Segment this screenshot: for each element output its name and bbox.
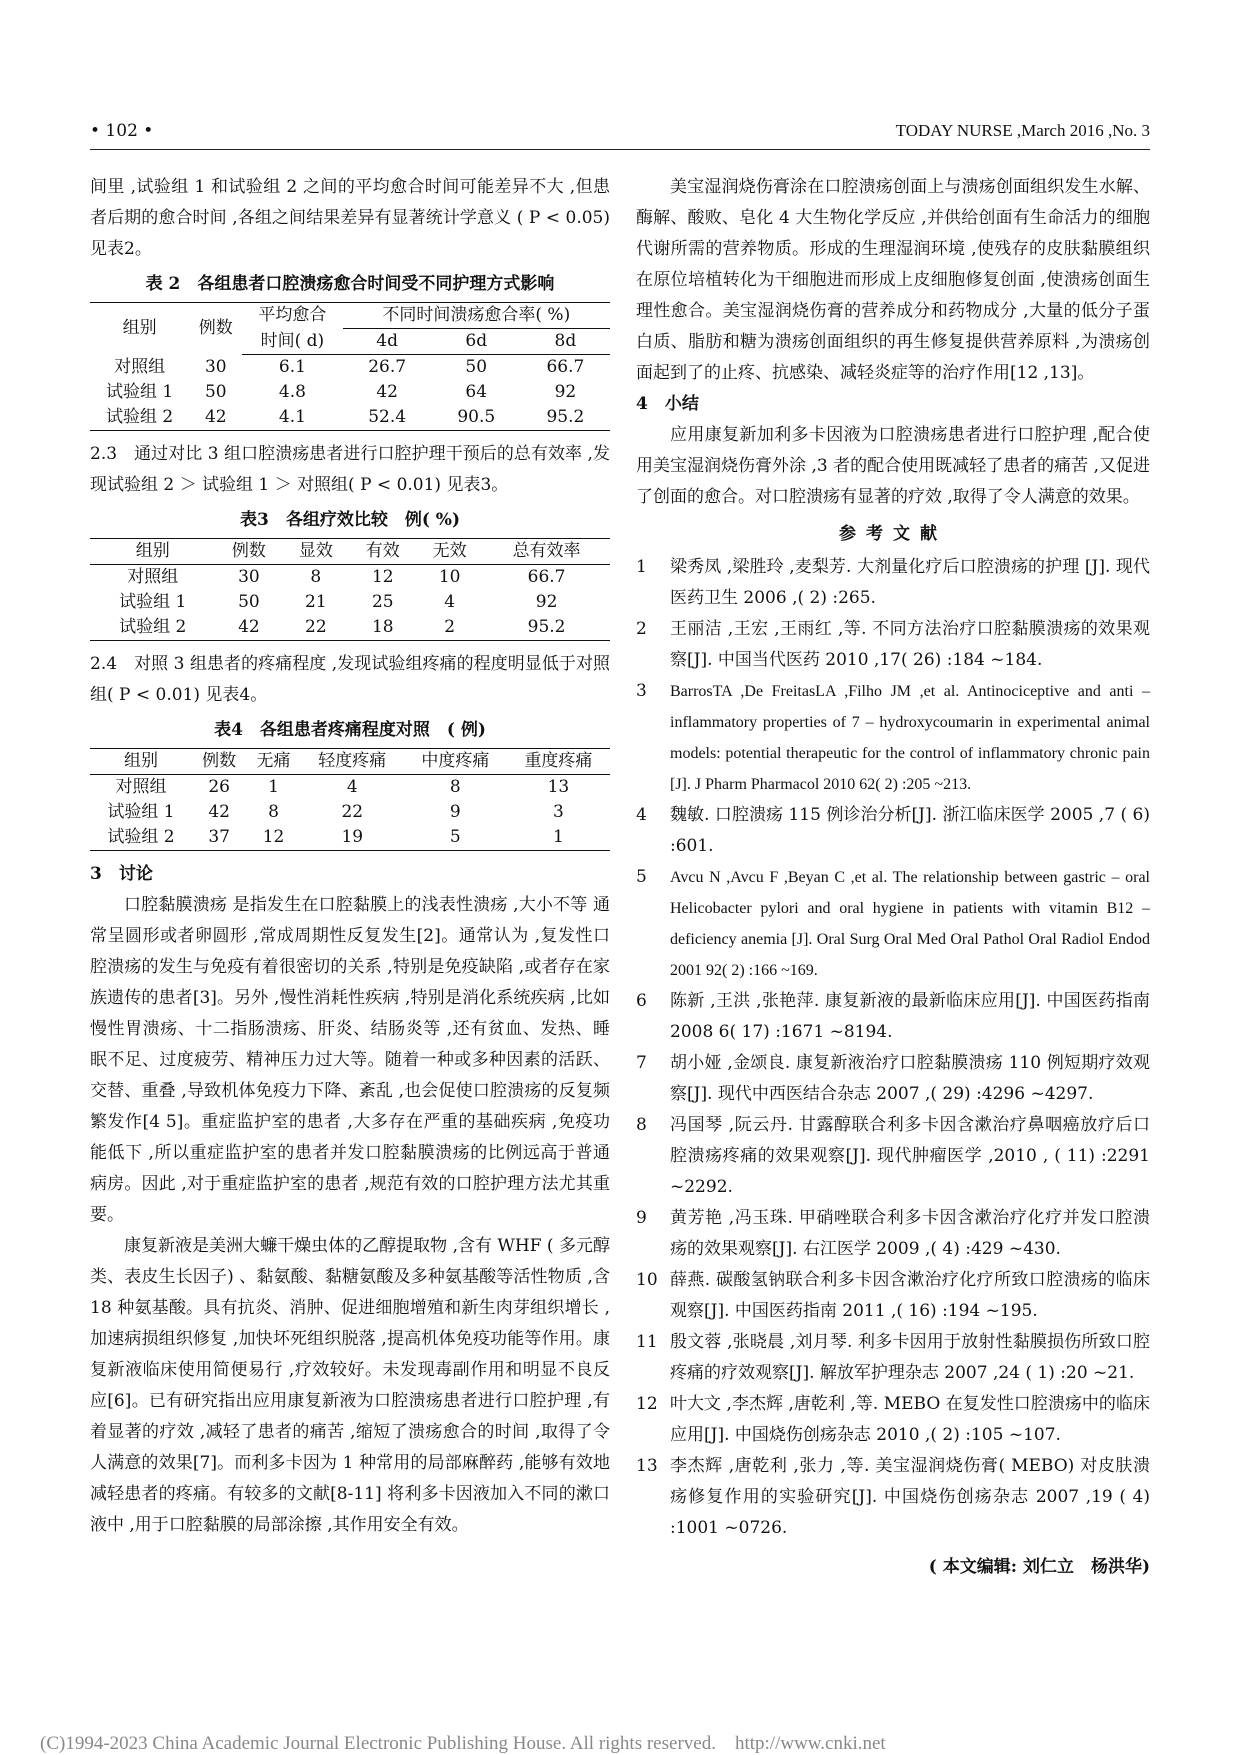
cell: 13 bbox=[547, 777, 570, 797]
cell: 90.5 bbox=[457, 407, 496, 427]
references-title: 参考文献 bbox=[839, 524, 947, 544]
cell: 4 bbox=[444, 592, 456, 612]
cell: 92 bbox=[554, 382, 577, 402]
reference-item bbox=[636, 800, 1150, 862]
table-row bbox=[90, 405, 610, 431]
cell: 3 bbox=[553, 802, 564, 822]
t2-h-day: 6d bbox=[432, 329, 521, 355]
reference-number: 11 bbox=[636, 1332, 658, 1352]
heading-summary: 4 小结 bbox=[636, 394, 699, 414]
reference-item bbox=[636, 862, 1150, 986]
cell: 22 bbox=[341, 802, 364, 822]
cell: 22 bbox=[305, 617, 327, 637]
table-row bbox=[90, 355, 610, 381]
table4-caption: 表4 各组患者疼痛程度对照 ( 例) bbox=[214, 720, 486, 740]
cell: 12 bbox=[371, 567, 394, 587]
t2-h-day: 4d bbox=[343, 329, 432, 355]
cell: 50 bbox=[204, 382, 227, 402]
header-cell: 中度疼痛 bbox=[404, 749, 507, 775]
header-cell: 组别 bbox=[90, 539, 215, 565]
reference-number: 10 bbox=[636, 1270, 658, 1290]
reference-text: 叶大文 ,李杰辉 ,唐乾利 ,等. MEBO 在复发性口腔溃疡中的临床应用[J]. 中国烧伤创疡杂志 2010 ,( 2) :105 ~107. bbox=[670, 1394, 1150, 1445]
cell: 95.2 bbox=[527, 617, 566, 637]
cell: 试验组 2 bbox=[107, 827, 175, 847]
table3 bbox=[90, 538, 610, 641]
cell: 64 bbox=[465, 382, 488, 402]
section-2-3: 2.3 通过对比 3 组口腔溃疡患者进行口腔护理干预后的总有效率 ,发现试验组 2 ＞ 试验组 1 ＞ 对照组( P < 0.01) 见表3。 bbox=[90, 444, 610, 495]
cell: 10 bbox=[438, 567, 461, 587]
cell: 50 bbox=[465, 357, 488, 377]
cell: 对照组 bbox=[115, 777, 167, 797]
cell: 21 bbox=[305, 592, 327, 612]
cell: 1 bbox=[268, 777, 279, 797]
reference-item bbox=[636, 1327, 1150, 1389]
t2-h-n: 例数 bbox=[198, 318, 233, 339]
cell: 42 bbox=[204, 407, 227, 427]
cell: 8 bbox=[310, 567, 322, 587]
reference-number: 4 bbox=[636, 805, 647, 825]
reference-item bbox=[636, 986, 1150, 1048]
header-cell: 例数 bbox=[192, 749, 246, 775]
intro-paragraph: 间里 ,试验组 1 和试验组 2 之间的平均愈合时间可能差异不大 ,但患者后期的愈合时间 ,各组之间结果差异有显著统计学意义 ( P < 0.05) 见表2。 bbox=[90, 177, 610, 259]
reference-text: 胡小娅 ,金颂良. 康复新液治疗口腔黏膜溃疡 110 例短期疗效观察[J]. 现代中西医结合杂志 2007 ,( 29) :4296 ~4297. bbox=[670, 1053, 1150, 1104]
editor-note: ( 本文编辑: 刘仁立 杨洪华) bbox=[928, 1557, 1150, 1577]
reference-number: 1 bbox=[636, 557, 647, 577]
header-cell: 轻度疼痛 bbox=[301, 749, 404, 775]
page-number: • 102 • bbox=[90, 121, 154, 141]
header-cell: 显效 bbox=[282, 539, 349, 565]
reference-number: 2 bbox=[636, 619, 647, 639]
table-row bbox=[90, 615, 610, 641]
left-column bbox=[90, 172, 610, 1541]
reference-item bbox=[636, 1048, 1150, 1110]
cell: 30 bbox=[238, 567, 260, 587]
reference-text: 李杰辉 ,唐乾利 ,张力 ,等. 美宝湿润烧伤膏( MEBO) 对皮肤溃疡修复作用的实验研究[J]. 中国烧伤创疡杂志 2007 ,19 ( 4) :1001 ~0726. bbox=[670, 1456, 1150, 1538]
cell: 30 bbox=[204, 356, 227, 377]
copyright-footer: (C)1994-2023 China Academic Journal Electronic Publishing House. All rights reserved. http://www.cnki.net bbox=[40, 1733, 886, 1754]
reference-text: 魏敏. 口腔溃疡 115 例诊治分析[J]. 浙江临床医学 2005 ,7 ( 6) :601. bbox=[670, 805, 1150, 856]
cell: 52.4 bbox=[368, 407, 407, 427]
reference-text: 薛燕. 碳酸氢钠联合利多卡因含漱治疗化疗所致口腔溃疡的临床观察[J]. 中国医药指南 2011 ,( 16) :194 ~195. bbox=[670, 1270, 1150, 1321]
table-row bbox=[90, 825, 610, 851]
cell: 9 bbox=[449, 802, 461, 822]
cell: 试验组 1 bbox=[119, 592, 187, 612]
cell: 试验组 1 bbox=[106, 382, 174, 402]
header-cell: 总有效率 bbox=[483, 539, 610, 565]
cell: 26 bbox=[208, 777, 230, 797]
reference-item bbox=[636, 1389, 1150, 1451]
header-cell: 有效 bbox=[349, 539, 416, 565]
cell: 19 bbox=[341, 827, 364, 847]
reference-item bbox=[636, 552, 1150, 614]
cell: 25 bbox=[371, 592, 394, 612]
discussion-paragraph-2: 康复新液是美洲大蠊干燥虫体的乙醇提取物 ,含有 WHF ( 多元醇类、表皮生长因子) 、黏氨酸、黏糖氨酸及多种氨基酸等活性物质 ,含 18 种氨基酸。具有抗炎、消肿、促进细胞增殖和新生肉芽组织增长 ,加速病损组织修复 ,加快坏死组织脱落 ,提高机体免疫功能等作用。康复新液临床使用简便易行 ,疗效较好。未发现毒副作用和明显不良反应[6]。已有研究指出应用康复新液为口腔溃疡患者进行口腔护理 ,有着显著的疗效 ,减轻了患者的痛苦 ,缩短了溃疡愈合的时间 ,取得了令人满意的效果[7]。而利多卡因为 1 种常用的局部麻醉药 ,能够有效地减轻患者的疼痛。有较多的文献[8-11] 将利多卡因液加入不同的漱口液中 ,用于口腔黏膜的局部涂擦 ,其作用安全有效。 bbox=[90, 1236, 610, 1535]
t2-h-mean2: 时间( d) bbox=[242, 329, 342, 355]
reference-number: 12 bbox=[636, 1394, 658, 1414]
discussion-paragraph-1: 口腔黏膜溃疡 是指发生在口腔黏膜上的浅表性溃疡 ,大小不等 通常呈圆形或者卵圆形 ,常成周期性反复发生[2]。通常认为 ,复发性口腔溃疡的发生与免疫有着很密切的关系 ,特别是免疫缺陷 ,或者存在家族遗传的患者[3]。另外 ,慢性消耗性疾病 ,特别是消化系统疾病 ,比如慢性胃溃疡、十二指肠溃疡、肝炎、结肠炎等 ,还有贫血、发热、睡眠不足、过度疲劳、精神压力过大等。随着一种或多种因素的活跃、交替、重叠 ,导致机体免疫力下降、紊乱 ,也会促使口腔溃疡的反复频繁发作[4 5]。重症监护室的患者 ,大多存在严重的基础疾病 ,免疫功能低下 ,所以重症监护室的患者并发口腔黏膜溃疡的比例远高于普通病房。因此 ,对于重症监护室的患者 ,规范有效的口腔护理方法尤其重要。 bbox=[90, 895, 610, 1225]
reference-number: 3 bbox=[636, 681, 647, 701]
cell: 1 bbox=[553, 827, 564, 847]
reference-text: 王丽洁 ,王宏 ,王雨红 ,等. 不同方法治疗口腔黏膜溃疡的效果观察[J]. 中国当代医药 2010 ,17( 26) :184 ~184. bbox=[670, 619, 1150, 670]
table3-caption: 表3 各组疗效比较 例( %) bbox=[240, 510, 460, 530]
cell: 12 bbox=[262, 827, 285, 847]
cell: 2 bbox=[444, 617, 456, 637]
header-cell: 组别 bbox=[90, 749, 192, 775]
header-cell: 无痛 bbox=[246, 749, 300, 775]
t2-h-day: 8d bbox=[521, 329, 610, 355]
cell: 42 bbox=[376, 382, 398, 402]
table-row bbox=[90, 590, 610, 615]
reference-text: 殷文蓉 ,张晓晨 ,刘月琴. 利多卡因用于放射性黏膜损伤所致口腔疼痛的疗效观察[J]. 解放军护理杂志 2007 ,24 ( 1) :20 ~21. bbox=[670, 1332, 1150, 1383]
reference-text: 陈新 ,王洪 ,张艳萍. 康复新液的最新临床应用[J]. 中国医药指南 2008 6( 17) :1671 ~8194. bbox=[670, 991, 1150, 1042]
t2-h-mean: 平均愈合 bbox=[258, 305, 327, 326]
reference-item bbox=[636, 1265, 1150, 1327]
reference-number: 5 bbox=[636, 867, 647, 887]
cell: 试验组 1 bbox=[107, 802, 175, 822]
cell: 66.7 bbox=[546, 357, 585, 377]
reference-list bbox=[636, 552, 1150, 1544]
cell: 8 bbox=[268, 802, 279, 822]
cell: 50 bbox=[238, 592, 260, 612]
cell: 5 bbox=[449, 827, 461, 847]
cell: 4.8 bbox=[278, 382, 306, 402]
cell: 6.1 bbox=[278, 357, 306, 377]
cell: 95.2 bbox=[546, 407, 585, 427]
section-2-4: 2.4 对照 3 组患者的疼痛程度 ,发现试验组疼痛的程度明显低于对照组( P < 0.01) 见表4。 bbox=[90, 654, 610, 705]
right-column bbox=[636, 172, 1150, 1583]
cell: 对照组 bbox=[127, 567, 179, 587]
reference-number: 8 bbox=[636, 1115, 647, 1135]
cell: 37 bbox=[208, 827, 230, 847]
reference-number: 13 bbox=[636, 1456, 658, 1476]
table-row bbox=[90, 775, 610, 801]
reference-text: 黄芳艳 ,冯玉珠. 甲硝唑联合利多卡因含漱治疗化疗并发口腔溃疡的效果观察[J]. 右江医学 2009 ,( 4) :429 ~430. bbox=[670, 1208, 1150, 1259]
cell: 42 bbox=[238, 617, 260, 637]
header-cell: 重度疼痛 bbox=[507, 749, 610, 775]
summary-paragraph: 应用康复新加利多卡因液为口腔溃疡患者进行口腔护理 ,配合使用美宝湿润烧伤膏外涂 ,3 者的配合使用既减轻了患者的痛苦 ,又促进了创面的愈合。对口腔溃疡有显著的疗效 ,取得了令人满意的效果。 bbox=[636, 425, 1150, 507]
cell: 对照组 bbox=[114, 356, 166, 377]
cell: 试验组 2 bbox=[106, 407, 174, 427]
cell: 42 bbox=[208, 802, 230, 822]
reference-text: 梁秀凤 ,梁胜玲 ,麦梨芳. 大剂量化疗后口腔溃疡的护理 [J]. 现代医药卫生 2006 ,( 2) :265. bbox=[670, 557, 1150, 608]
mebo-paragraph: 美宝湿润烧伤膏涂在口腔溃疡创面上与溃疡创面组织发生水解、酶解、酸败、皂化 4 大生物化学反应 ,并供给创面有生命活力的细胞代谢所需的营养物质。形成的生理湿润环境 ,使残存的皮肤黏膜组织在原位培植转化为干细胞进而形成上皮细胞修复创面 ,使溃疡创面生理性愈合。美宝湿润烧伤膏的营养成分和药物成分 ,大量的低分子蛋白质、脂肪和糖为溃疡创面组织的再生修复提供营养原料 ,为溃疡创面起到了的止疼、抗感染、减轻炎症等的治疗作用[12 ,13]。 bbox=[636, 177, 1150, 383]
t2-h-group: 组别 bbox=[122, 318, 157, 339]
cell: 4.1 bbox=[278, 407, 306, 427]
page-header bbox=[90, 115, 1150, 150]
reference-item bbox=[636, 614, 1150, 676]
cell: 92 bbox=[535, 592, 558, 612]
cell: 66.7 bbox=[527, 567, 566, 587]
table2-caption: 表 2 各组患者口腔溃疡愈合时间受不同护理方式影响 bbox=[145, 274, 555, 294]
table4 bbox=[90, 748, 610, 851]
heading-discussion: 3 讨论 bbox=[90, 864, 153, 884]
reference-number: 6 bbox=[636, 991, 647, 1011]
reference-item bbox=[636, 1451, 1150, 1544]
cell: 26.7 bbox=[368, 357, 407, 377]
reference-text: BarrosTA ,De FreitasLA ,Filho JM ,et al. Antinociceptive and anti – inflammatory properties of 7 – hydroxycoumarin in experimental animal models: potential therapeutic for the control of inflammatory chronic pain [J]. J Pharm Pharmacol 2010 62( 2) :205 ~213. bbox=[670, 683, 1150, 793]
reference-item bbox=[636, 676, 1150, 800]
header-cell: 例数 bbox=[215, 539, 282, 565]
table-row bbox=[90, 380, 610, 405]
reference-number: 7 bbox=[636, 1053, 647, 1073]
table2 bbox=[90, 302, 610, 431]
table-row bbox=[90, 800, 610, 825]
reference-text: Avcu N ,Avcu F ,Beyan C ,et al. The relationship between gastric – oral Helicobacter pylori and oral hygiene in patients with vitamin B12 – deficiency anemia [J]. Oral Surg Oral Med Oral Pathol Oral Radiol Endod 2001 92( 2) :166 ~169. bbox=[670, 869, 1150, 979]
cell: 试验组 2 bbox=[119, 617, 187, 637]
cell: 8 bbox=[449, 777, 461, 797]
cell: 4 bbox=[346, 777, 358, 797]
reference-item bbox=[636, 1203, 1150, 1265]
reference-text: 冯国琴 ,阮云丹. 甘露醇联合利多卡因含漱治疗鼻咽癌放疗后口腔溃疡疼痛的效果观察[J]. 现代肿瘤医学 ,2010 , ( 11) :2291 ~2292. bbox=[670, 1115, 1150, 1197]
journal-name: TODAY NURSE ,March 2016 ,No. 3 bbox=[895, 121, 1150, 140]
reference-item bbox=[636, 1110, 1150, 1203]
t2-h-rate: 不同时间溃疡愈合率( %) bbox=[343, 303, 610, 329]
table-row bbox=[90, 565, 610, 591]
reference-number: 9 bbox=[636, 1208, 647, 1228]
cell: 18 bbox=[371, 617, 394, 637]
header-cell: 无效 bbox=[416, 539, 483, 565]
